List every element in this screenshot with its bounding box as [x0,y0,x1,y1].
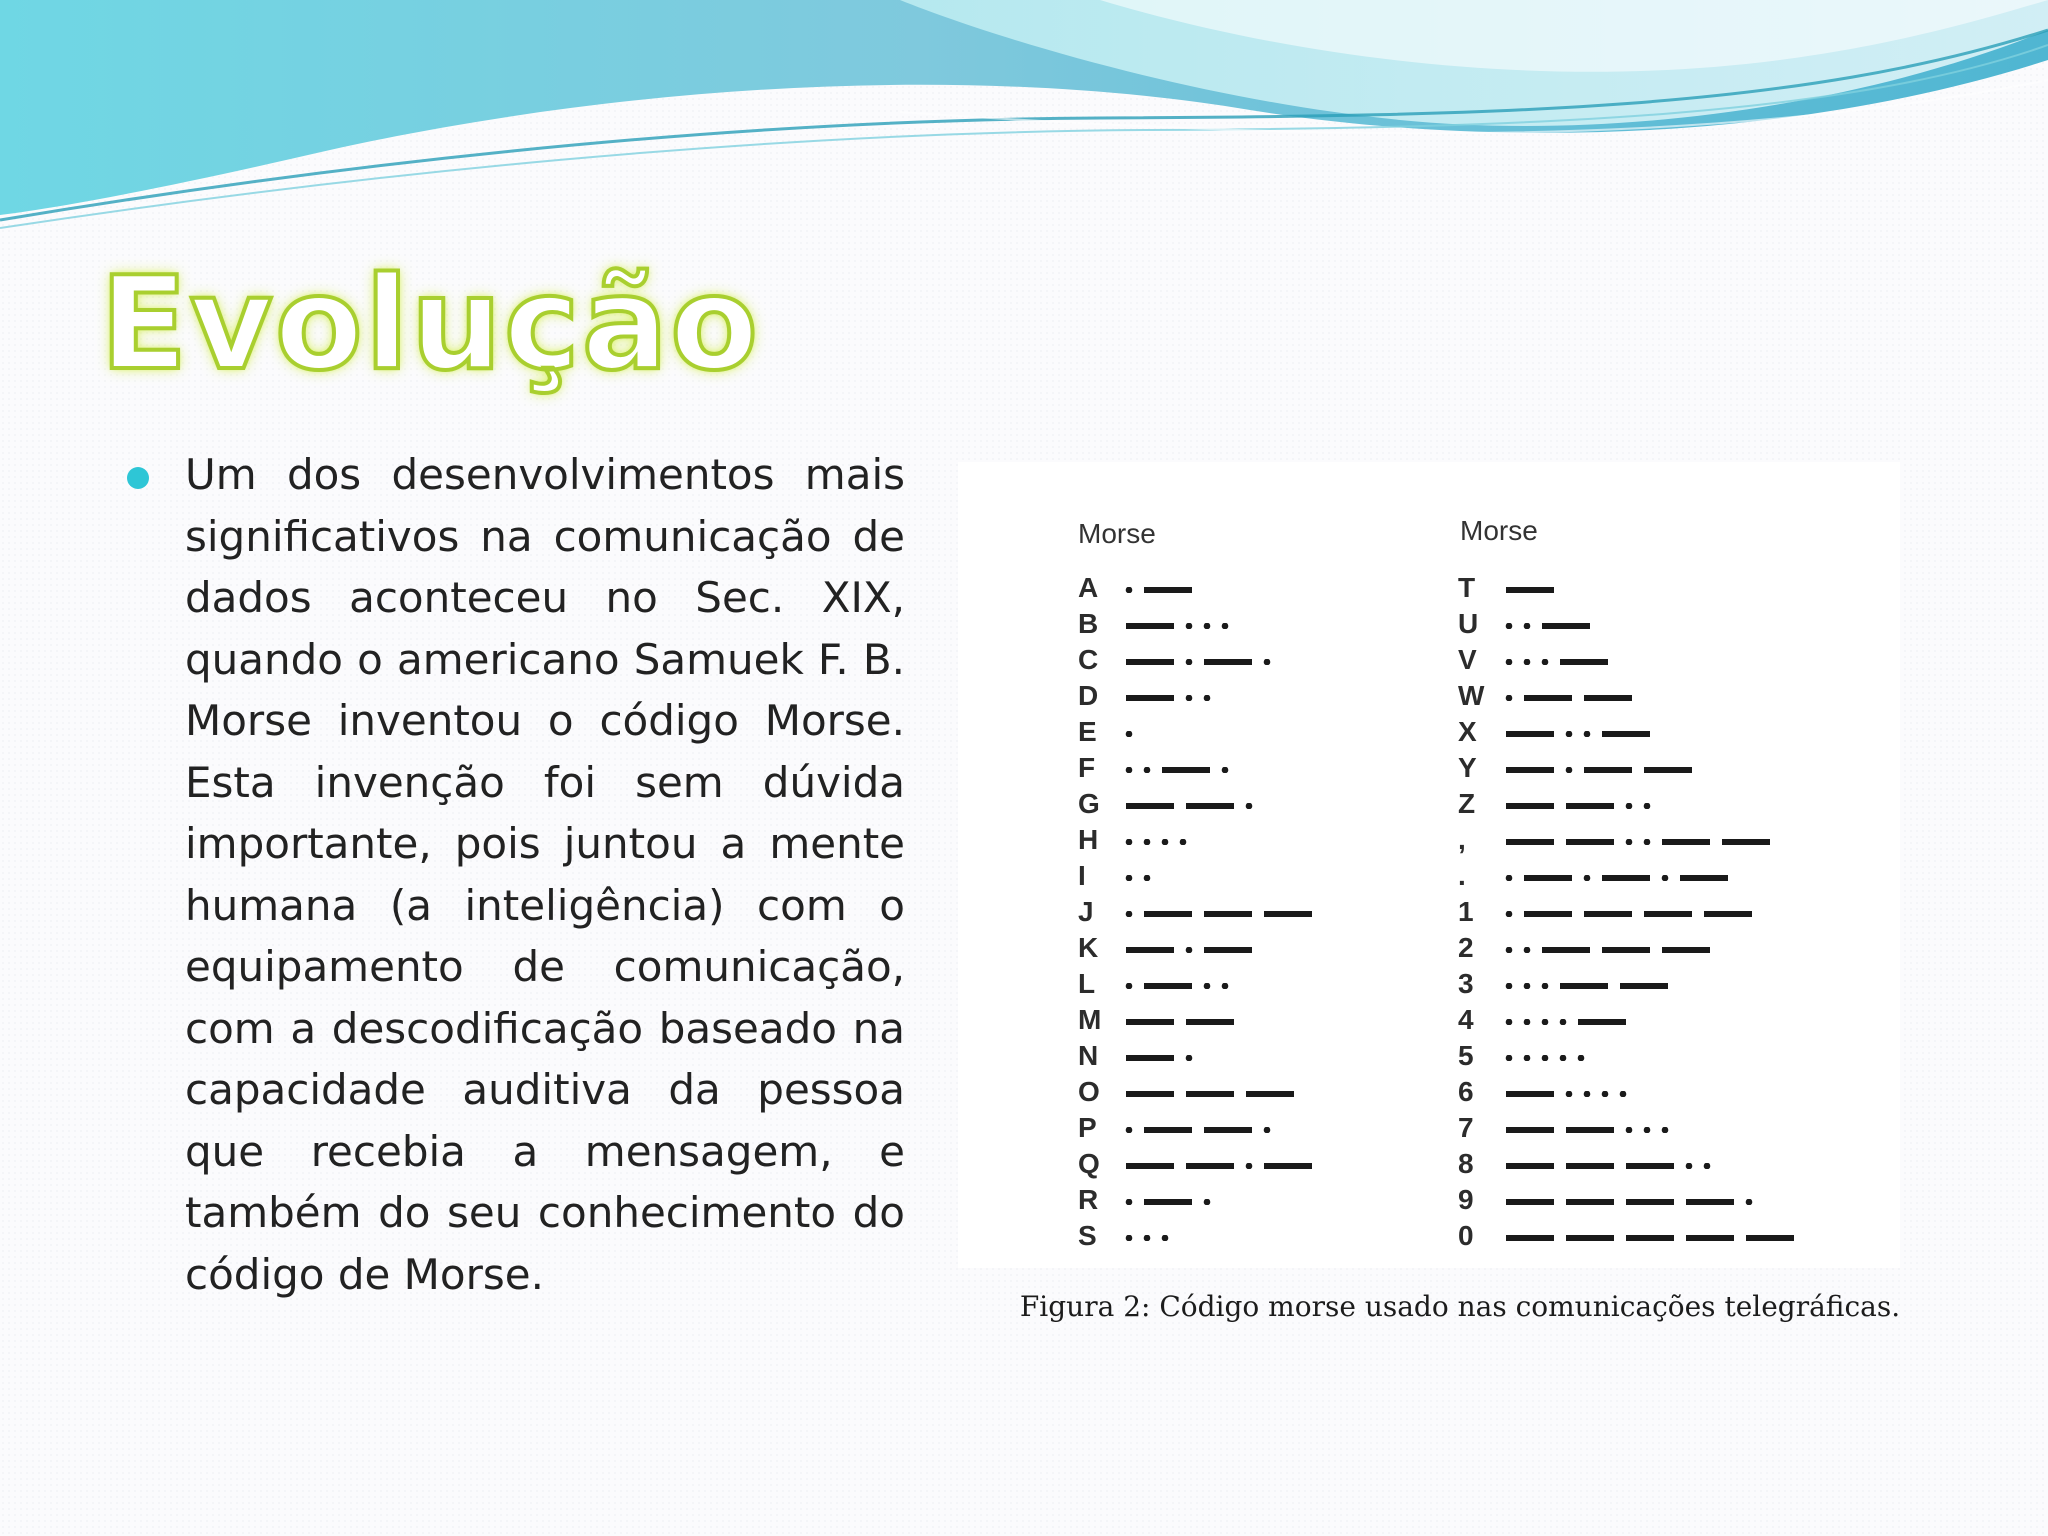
morse-dash [1566,1199,1614,1205]
morse-dot [1584,875,1591,881]
bullet-icon [127,467,149,489]
morse-character: G [1078,788,1100,819]
morse-dash [1162,767,1210,773]
morse-row [1078,1218,1438,1254]
morse-code-symbols [1504,1091,1642,1097]
morse-code-symbols [1504,839,1786,845]
morse-character: U [1458,608,1479,639]
morse-dot [1126,1127,1133,1133]
morse-dot [1264,659,1271,665]
morse-dot [1578,1055,1585,1061]
morse-character: 3 [1458,968,1474,999]
morse-dot [1204,1199,1211,1205]
morse-dash [1144,1199,1192,1205]
morse-dot [1524,659,1531,665]
morse-dash [1584,767,1632,773]
morse-code-symbols [1124,1127,1286,1133]
morse-row [1458,858,1818,894]
morse-dot [1180,839,1187,845]
morse-row [1458,606,1818,642]
morse-dash [1662,947,1710,953]
morse-dot [1506,623,1513,629]
morse-character: K [1078,932,1099,963]
morse-code-symbols [1124,1019,1250,1025]
morse-row [1078,966,1438,1002]
morse-dash [1506,767,1554,773]
morse-dot [1126,911,1133,917]
morse-code-symbols [1504,731,1666,737]
morse-row [1078,822,1438,858]
morse-code-symbols [1504,1163,1726,1169]
morse-code-symbols [1124,983,1244,989]
morse-dot [1524,1055,1531,1061]
morse-dot [1204,983,1211,989]
morse-code-symbols [1124,947,1268,953]
morse-row [1458,1110,1818,1146]
morse-dot [1186,659,1193,665]
morse-code-symbols [1124,875,1166,881]
morse-dot [1686,1163,1693,1169]
morse-dash [1506,1199,1554,1205]
morse-row [1078,714,1438,750]
morse-dash [1506,1091,1554,1097]
morse-dash [1602,875,1650,881]
morse-row [1458,1074,1818,1110]
morse-dash [1264,1163,1312,1169]
morse-code-symbols [1504,1055,1600,1061]
morse-dash [1186,1019,1234,1025]
morse-dot [1222,767,1229,773]
morse-dash [1566,1127,1614,1133]
morse-dash [1560,983,1608,989]
morse-dot [1542,1019,1549,1025]
morse-code-symbols [1124,587,1208,593]
morse-character: S [1078,1220,1097,1251]
morse-dash [1602,731,1650,737]
morse-row [1458,750,1818,786]
morse-character: 8 [1458,1148,1474,1179]
morse-row [1458,1146,1818,1182]
morse-code-symbols [1504,767,1708,773]
morse-row [1458,966,1818,1002]
morse-dot [1264,1127,1271,1133]
morse-character: M [1078,1004,1102,1035]
morse-character: 4 [1458,1004,1474,1035]
morse-character: D [1078,680,1099,711]
morse-dot [1506,875,1513,881]
morse-dash [1644,911,1692,917]
morse-table-header-right: Morse [1460,515,1538,546]
morse-row [1458,822,1818,858]
morse-dash [1626,1199,1674,1205]
morse-dot [1246,1163,1253,1169]
morse-code-symbols [1504,875,1744,881]
morse-dash [1506,839,1554,845]
morse-dot [1222,623,1229,629]
morse-dash [1186,1091,1234,1097]
morse-dash [1204,911,1252,917]
morse-dash [1126,1091,1174,1097]
morse-dash [1566,1163,1614,1169]
morse-character: 5 [1458,1040,1474,1071]
morse-dot [1524,623,1531,629]
morse-character: F [1078,752,1096,783]
morse-dot [1746,1199,1753,1205]
morse-row [1458,930,1818,966]
morse-dot [1506,1019,1513,1025]
morse-character: Y [1458,752,1477,783]
morse-dot [1584,731,1591,737]
morse-dash [1686,1235,1734,1241]
morse-character: 1 [1458,896,1474,927]
morse-dot [1506,1055,1513,1061]
morse-dot [1222,983,1229,989]
morse-dot [1566,767,1573,773]
morse-code-symbols [1504,1127,1684,1133]
morse-dash [1126,695,1174,701]
morse-dash [1506,1163,1554,1169]
morse-dot [1126,731,1133,737]
morse-row [1078,930,1438,966]
morse-row [1458,570,1818,606]
morse-code-symbols [1504,947,1726,953]
morse-dash [1506,587,1554,593]
morse-dot [1662,1127,1669,1133]
morse-dash [1126,623,1174,629]
morse-code-symbols [1504,1235,1810,1241]
morse-code-symbols [1504,911,1768,917]
morse-dash [1626,1163,1674,1169]
figure-caption: Figura 2: Código morse usado nas comunicações telegráficas. [1019,1290,1901,1323]
morse-row [1458,642,1818,678]
morse-row [1458,1002,1818,1038]
morse-dash [1144,1127,1192,1133]
morse-dash [1644,767,1692,773]
morse-dash [1204,659,1252,665]
morse-dot [1144,839,1151,845]
morse-dot [1506,911,1513,917]
morse-dash [1602,947,1650,953]
morse-dot [1560,1055,1567,1061]
morse-character: W [1458,680,1485,711]
morse-dot [1506,983,1513,989]
morse-dot [1506,947,1513,953]
morse-dash [1524,695,1572,701]
morse-dot [1542,659,1549,665]
morse-code-symbols [1504,659,1624,665]
morse-dash [1620,983,1668,989]
morse-code-symbols [1124,767,1244,773]
morse-dash [1704,911,1752,917]
morse-character: B [1078,608,1099,639]
morse-table-header-left: Morse [1078,518,1156,549]
morse-code-symbols [1124,839,1202,845]
morse-dash [1126,1055,1174,1061]
morse-character: E [1078,716,1097,747]
morse-dash [1584,911,1632,917]
morse-code-symbols [1124,803,1268,809]
morse-dot [1204,623,1211,629]
morse-character: . [1458,860,1466,891]
morse-code-figure [958,462,1900,1268]
morse-dot [1560,1019,1567,1025]
morse-dot [1186,695,1193,701]
morse-row [1078,606,1438,642]
morse-dash [1186,803,1234,809]
morse-character: O [1078,1076,1100,1107]
morse-dash [1626,1235,1674,1241]
morse-character: J [1078,896,1094,927]
morse-dot [1584,1091,1591,1097]
morse-dot [1602,1091,1609,1097]
morse-character: Q [1078,1148,1100,1179]
morse-character: I [1078,860,1086,891]
morse-character: C [1078,644,1099,675]
morse-row [1078,894,1438,930]
morse-dash [1524,911,1572,917]
morse-row [1458,1038,1818,1074]
morse-dot [1524,947,1531,953]
morse-dot [1126,767,1133,773]
morse-dash [1542,623,1590,629]
morse-dot [1126,983,1133,989]
morse-dash [1722,839,1770,845]
morse-character: 6 [1458,1076,1474,1107]
morse-dash [1246,1091,1294,1097]
morse-dash [1560,659,1608,665]
morse-dot [1246,803,1253,809]
morse-character: A [1078,572,1099,603]
morse-dot [1542,1055,1549,1061]
morse-code-symbols [1124,1163,1328,1169]
morse-row [1458,678,1818,714]
morse-character: X [1458,716,1477,747]
morse-code-symbols [1124,1091,1310,1097]
morse-dot [1186,623,1193,629]
morse-dot [1126,1235,1133,1241]
morse-dash [1144,911,1192,917]
morse-row [1458,786,1818,822]
morse-dot [1704,1163,1711,1169]
morse-code-symbols [1124,695,1226,701]
morse-code-symbols [1124,623,1244,629]
morse-dash [1506,731,1554,737]
morse-row [1078,678,1438,714]
bullet-paragraph: Um dos desenvolvimentos mais significativos na comunicação de dados aconteceu no Sec. XIX, quando o americano Samuek F. B. Morse inventou o código Morse. Esta invenção foi sem dúvida importante, pois juntou a mente humana (a inteligência) com o equipamento de comunicação, com a descodificação baseado na capacidade auditiva da pessoa que recebia a mensagem, e também do seu conhecimento do código de Morse. [185,450,905,1299]
morse-code-symbols [1504,587,1570,593]
morse-dash [1126,803,1174,809]
morse-dot [1126,875,1133,881]
morse-dot [1644,1127,1651,1133]
morse-row [1078,1182,1438,1218]
morse-row [1078,750,1438,786]
morse-dash [1542,947,1590,953]
morse-dot [1126,839,1133,845]
morse-character: V [1458,644,1477,675]
morse-code-symbols [1504,695,1648,701]
morse-row [1078,858,1438,894]
morse-dash [1746,1235,1794,1241]
morse-row [1078,570,1438,606]
morse-dash [1686,1199,1734,1205]
morse-row [1078,1002,1438,1038]
morse-dash [1126,1163,1174,1169]
morse-character: 7 [1458,1112,1474,1143]
morse-dash [1264,911,1312,917]
morse-character: L [1078,968,1096,999]
morse-code-symbols [1124,911,1328,917]
morse-dash [1584,695,1632,701]
morse-dot [1162,1235,1169,1241]
morse-row [1078,1074,1438,1110]
morse-dot [1644,803,1651,809]
morse-character: N [1078,1040,1099,1071]
morse-code-symbols [1124,1199,1226,1205]
morse-character: 2 [1458,932,1474,963]
morse-character: R [1078,1184,1099,1215]
morse-dot [1626,1127,1633,1133]
morse-table-left [1078,570,1438,1254]
morse-dot [1126,587,1133,593]
morse-code-symbols [1124,659,1286,665]
morse-code-symbols [1124,731,1148,737]
morse-table-right [1458,570,1818,1254]
morse-dot [1506,659,1513,665]
morse-dot [1626,803,1633,809]
morse-dot [1126,1199,1133,1205]
morse-row [1078,642,1438,678]
morse-code-symbols [1504,803,1666,809]
morse-character: Z [1458,788,1476,819]
morse-dash [1566,839,1614,845]
morse-character: 0 [1458,1220,1474,1251]
morse-dash [1204,1127,1252,1133]
morse-dash [1680,875,1728,881]
morse-dot [1204,695,1211,701]
morse-row [1078,1038,1438,1074]
morse-dot [1506,695,1513,701]
morse-code-symbols [1504,1199,1768,1205]
morse-dot [1186,947,1193,953]
morse-code-symbols [1504,1019,1642,1025]
morse-dash [1506,1127,1554,1133]
morse-row [1458,894,1818,930]
morse-code-symbols [1124,1055,1208,1061]
morse-character: P [1078,1112,1097,1143]
morse-dash [1506,803,1554,809]
morse-code-symbols [1504,983,1684,989]
morse-dash [1126,947,1174,953]
morse-dash [1204,947,1252,953]
morse-character: , [1458,824,1466,855]
morse-character: 9 [1458,1184,1474,1215]
morse-dot [1162,839,1169,845]
morse-dash [1506,1235,1554,1241]
morse-dot [1144,1235,1151,1241]
morse-dot [1144,767,1151,773]
morse-dot [1626,839,1633,845]
morse-code-symbols [1124,1235,1184,1241]
morse-dot [1144,875,1151,881]
morse-character: T [1458,572,1476,603]
morse-dot [1566,1091,1573,1097]
header-wave-decoration [0,0,2048,240]
morse-dot [1186,1055,1193,1061]
morse-dash [1566,803,1614,809]
morse-dash [1524,875,1572,881]
morse-dot [1542,983,1549,989]
morse-row [1078,786,1438,822]
morse-row [1078,1146,1438,1182]
morse-dot [1524,983,1531,989]
morse-dash [1126,1019,1174,1025]
morse-row [1078,1110,1438,1146]
morse-dash [1578,1019,1626,1025]
morse-dot [1662,875,1669,881]
morse-dot [1644,839,1651,845]
morse-dot [1566,731,1573,737]
morse-dash [1126,659,1174,665]
morse-dash [1144,587,1192,593]
morse-character: H [1078,824,1099,855]
morse-dot [1620,1091,1627,1097]
morse-row [1458,714,1818,750]
morse-code-symbols [1504,623,1606,629]
slide-title: Evolução [100,250,760,399]
morse-dash [1662,839,1710,845]
morse-dash [1186,1163,1234,1169]
morse-row [1458,1218,1818,1254]
morse-dash [1566,1235,1614,1241]
morse-dash [1144,983,1192,989]
morse-row [1458,1182,1818,1218]
morse-dot [1524,1019,1531,1025]
